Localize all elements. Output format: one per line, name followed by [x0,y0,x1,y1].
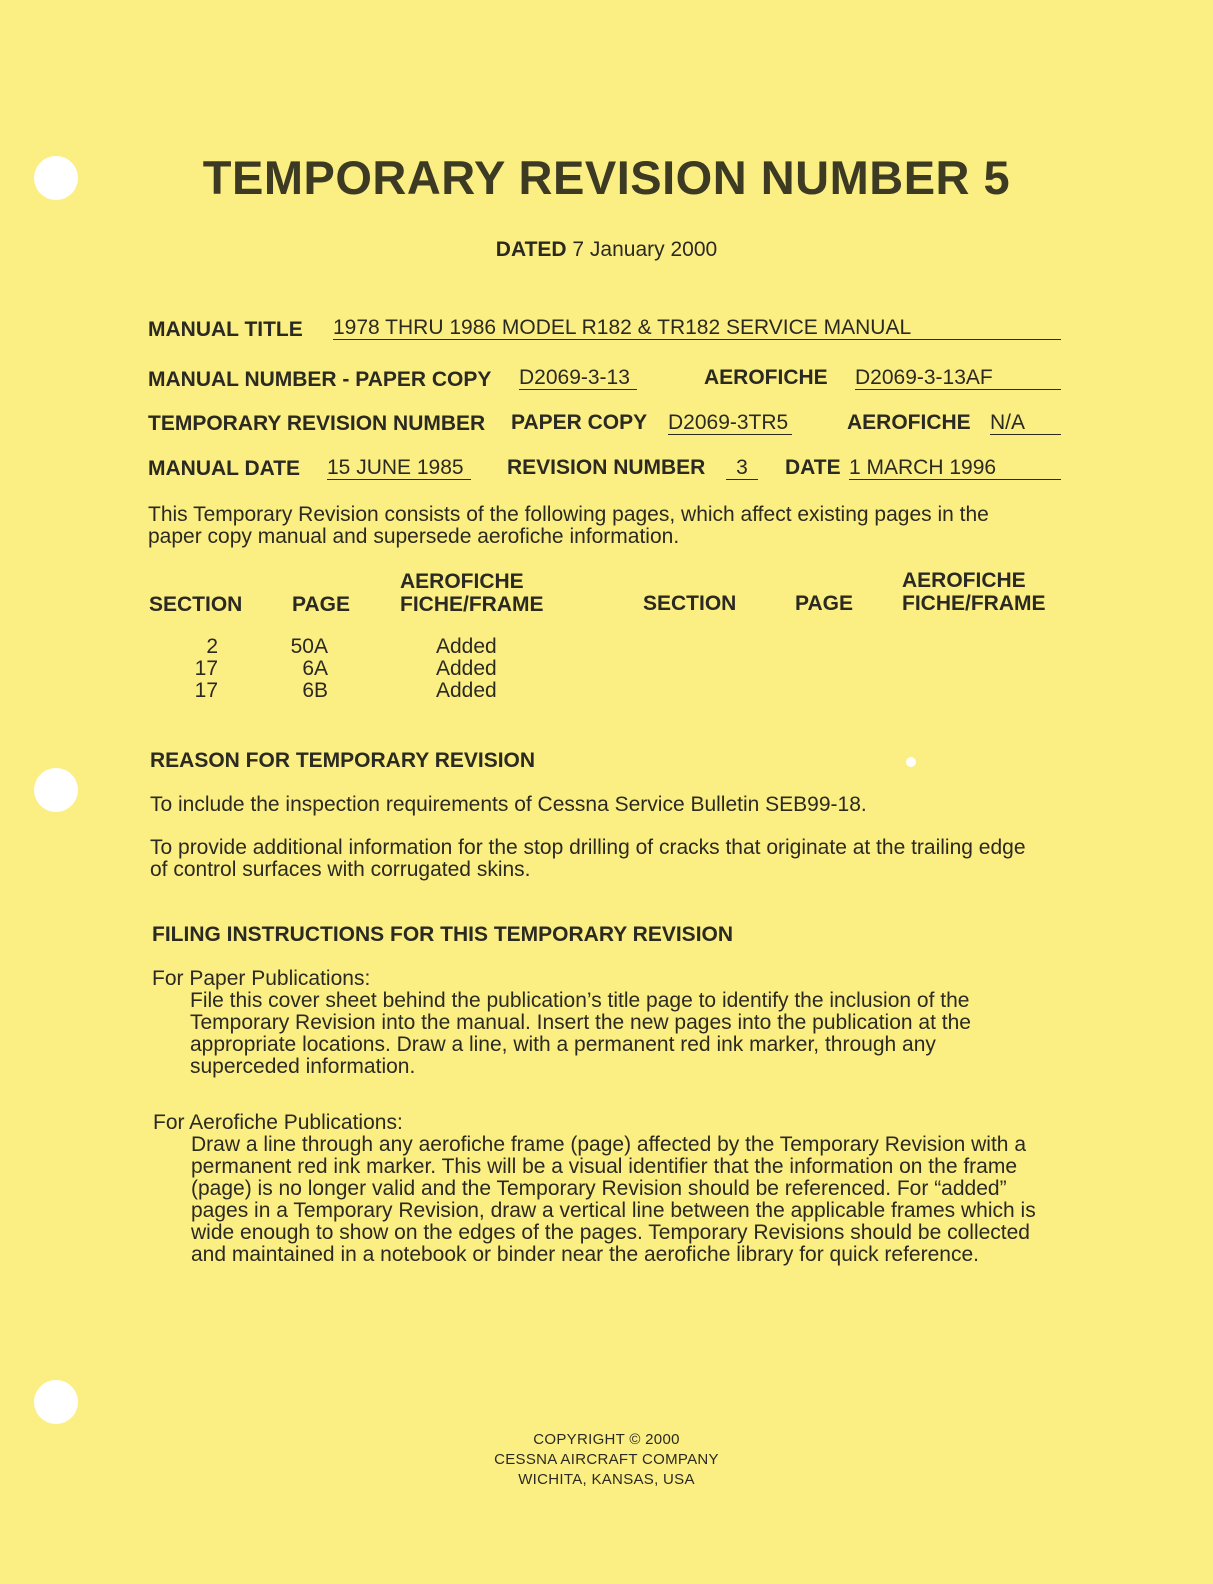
header-section-left: SECTION [149,593,243,616]
manual-date-field [327,456,471,480]
reason-paragraph-2 [150,837,1026,881]
manual-number-field [519,366,637,390]
aerofiche-publications-text [191,1134,1036,1266]
manual-date-label: MANUAL DATE [148,457,301,480]
paper-publications-label: For Paper Publications: [152,967,371,990]
reason-heading: REASON FOR TEMPORARY REVISION [150,749,536,772]
aero-line: Draw a line through any aerofiche frame (page) affected by the Temporary Revision with a [191,1133,1026,1156]
revision-number-value: 3 [726,457,758,480]
table-row-section: 17 [194,657,218,680]
table-row-section: 17 [194,679,218,702]
manual-number-value: D2069-3-13 [519,367,637,390]
reason-p2-line-1: To provide additional information for the stop drilling of cracks that originate at the trailing edge [150,836,1026,859]
footer-company: CESSNA AIRCRAFT COMPANY [494,1451,719,1468]
filing-heading: FILING INSTRUCTIONS FOR THIS TEMPORARY REVISION [152,923,734,946]
page-title: TEMPORARY REVISION NUMBER 5 [202,151,1011,204]
aero-line: and maintained in a notebook or binder near the aerofiche library for quick reference. [191,1243,979,1266]
table-row-page: 6B [302,679,328,702]
footer-copyright: COPYRIGHT © 2000 [533,1431,680,1448]
paper-line: appropriate locations. Draw a line, with a permanent red ink marker, through any [190,1033,936,1056]
table-row-frame: Added [436,679,497,702]
header-aerofiche-left-line2: FICHE/FRAME [400,593,544,616]
date-label-wrap [785,456,841,480]
reason-p2-line-2: of control surfaces with corrugated skins. [150,858,531,881]
manual-title-field [333,316,1061,340]
manual-date-value: 15 JUNE 1985 [327,457,471,480]
header-page-left: PAGE [292,593,350,616]
table-row-frame: Added [436,657,497,680]
tr-aerofiche-label: AEROFICHE [847,411,971,434]
aero-line: pages in a Temporary Revision, draw a vertical line between the applicable frames which is [191,1199,1036,1222]
tr-paper-copy-value: D2069-3TR5 [668,412,792,435]
aero-line: (page) is no longer valid and the Temporary Revision should be referenced. For “added” [191,1177,1007,1200]
tr-aerofiche-value: N/A [990,412,1061,435]
tr-aerofiche-field [990,411,1061,435]
manual-aerofiche-label-wrap [704,366,828,390]
section-column [150,636,218,702]
manual-title-row [148,318,303,342]
table-row-section: 2 [206,635,218,658]
paper-line: Temporary Revision into the manual. Insert the new pages into the publication at the [190,1011,971,1034]
revision-number-label: REVISION NUMBER [507,456,706,479]
punch-hole-middle [34,768,78,812]
intro-line-1: This Temporary Revision consists of the following pages, which affect existing pages in the [148,503,989,526]
header-aerofiche-right-line1: AEROFICHE [902,569,1026,592]
tr-number-label: TEMPORARY REVISION NUMBER [148,412,486,435]
table-row-page: 6A [302,657,328,680]
manual-title-label: MANUAL TITLE [148,318,303,341]
table-row-page: 50A [290,635,328,658]
punch-hole-bottom [34,1380,78,1424]
header-page-right: PAGE [795,592,853,615]
revision-number-label-wrap [507,456,705,480]
manual-aerofiche-value: D2069-3-13AF [855,367,1061,390]
dated-line [0,238,1213,262]
paper-line: superceded information. [190,1055,416,1078]
tr-paper-copy-label: PAPER COPY [511,411,648,434]
aero-line: wide enough to show on the edges of the pages. Temporary Revisions should be collected [191,1221,1030,1244]
manual-date-label-wrap [148,457,300,481]
tr-number-label-wrap [148,412,485,436]
dated-label: DATED [495,238,567,261]
paper-line: File this cover sheet behind the publication’s title page to identify the inclusion of the [190,989,970,1012]
frame-column [436,636,497,702]
paper-speck [906,757,916,767]
table-row-frame: Added [436,635,497,658]
tr-paper-copy-field [668,411,792,435]
revision-number-field [726,456,758,480]
date-field [849,456,1061,480]
manual-aerofiche-label: AEROFICHE [704,366,828,389]
header-aerofiche-left [400,570,544,616]
footer-location: WICHITA, KANSAS, USA [518,1471,695,1488]
aero-line: permanent red ink marker. This will be a visual identifier that the information on the frame [191,1155,1018,1178]
header-aerofiche-left-line1: AEROFICHE [400,570,524,593]
manual-title-value: 1978 THRU 1986 MODEL R182 & TR182 SERVICE MANUAL [333,317,1061,340]
tr-paper-copy-label-wrap [511,411,647,435]
tr-aerofiche-label-wrap [847,411,971,435]
header-section-right: SECTION [643,592,737,615]
manual-aerofiche-field [855,366,1061,390]
date-value: 1 MARCH 1996 [849,457,1061,480]
header-aerofiche-right-line2: FICHE/FRAME [902,592,1046,615]
intro-line-2: paper copy manual and supersede aerofiche information. [148,525,680,548]
paper-publications-text [190,990,971,1078]
manual-number-label-wrap [148,368,491,392]
manual-number-label: MANUAL NUMBER - PAPER COPY [148,368,492,391]
intro-paragraph [148,504,989,548]
header-aerofiche-right [902,569,1046,615]
date-label: DATE [785,456,841,479]
aerofiche-publications-label: For Aerofiche Publications: [153,1111,403,1134]
reason-paragraph-1: To include the inspection requirements of Cessna Service Bulletin SEB99-18. [150,793,867,816]
page-column [270,636,328,702]
dated-value: 7 January 2000 [572,238,718,261]
